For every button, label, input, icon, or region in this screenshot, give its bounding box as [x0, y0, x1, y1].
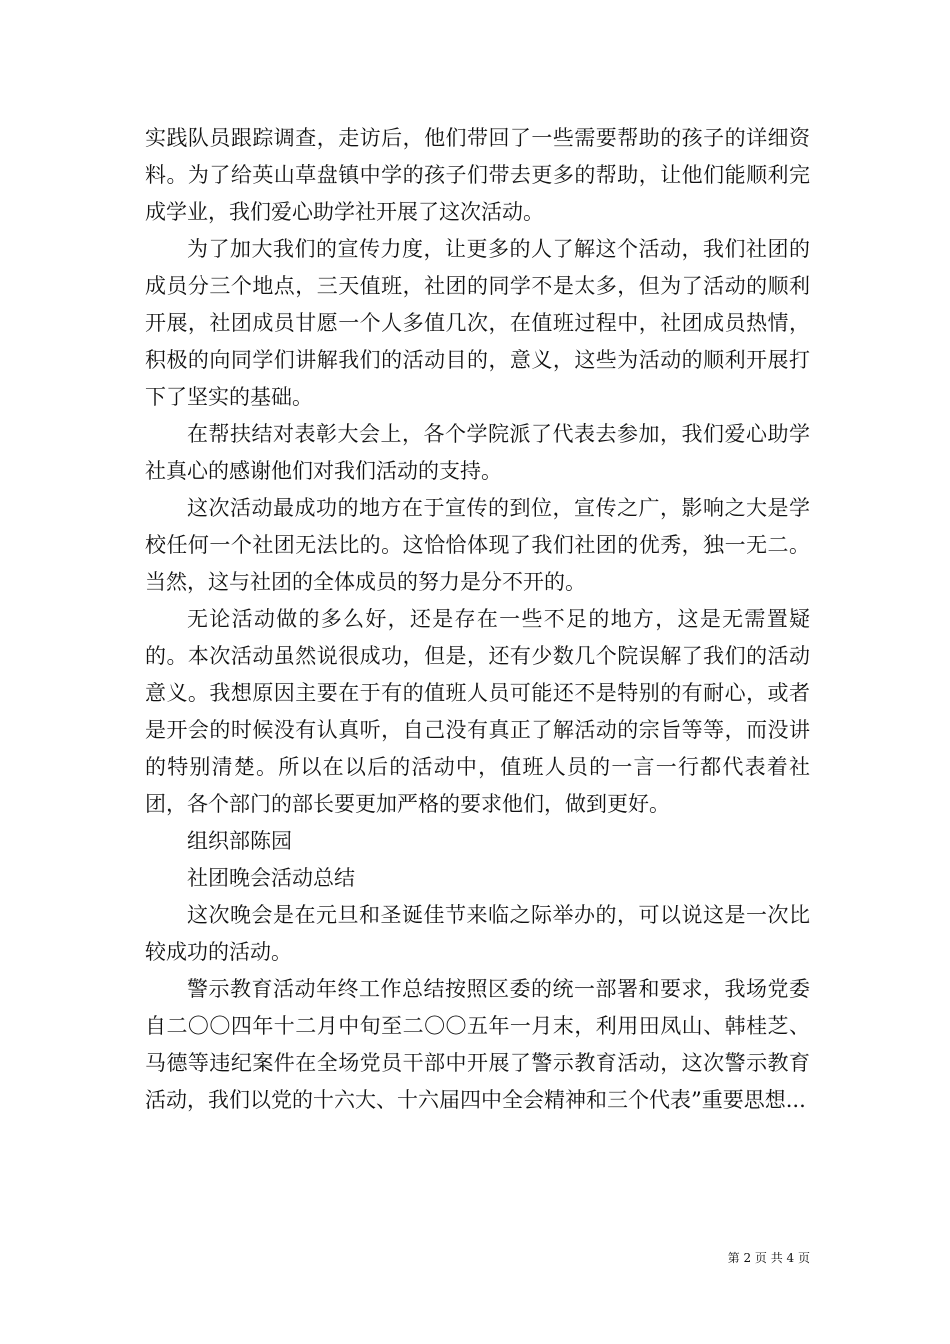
paragraph-warning-education: 警示教育活动年终工作总结按照区委的统一部署和要求，我场党委自二〇〇四年十二月中旬至二〇〇五年一月末，利用田凤山、韩桂芝、马德等违纪案件在全场党员干部中开展了警示教育活动，这次警示教育活动，我们以党的十六大、十六届四中全会精神和三个代表”重要思想... — [145, 977, 810, 1112]
document-body — [145, 120, 810, 1119]
paragraph-award-meeting: 在帮扶结对表彰大会上，各个学院派了代表去参加，我们爱心助学社真心的感谢他们对我们活动的支持。 — [145, 422, 810, 483]
section-heading: 社团晚会活动总结 — [187, 866, 355, 890]
paragraph-publicity: 为了加大我们的宣传力度，让更多的人了解这个活动，我们社团的成员分三个地点，三天值班，社团的同学不是太多，但为了活动的顺利开展，社团成员甘愿一个人多值几次，在值班过程中，社团成员热情，积极的向同学们讲解我们的活动目的，意义，这些为活动的顺利开展打下了坚实的基础。 — [145, 237, 810, 409]
author-signature: 组织部陈园 — [187, 829, 292, 853]
paragraph-success: 这次活动最成功的地方在于宣传的到位，宣传之广，影响之大是学校任何一个社团无法比的。这恰恰体现了我们社团的优秀，独一无二。当然，这与社团的全体成员的努力是分不开的。 — [145, 496, 810, 594]
paragraph-continuation: 实践队员跟踪调查，走访后，他们带回了一些需要帮助的孩子的详细资料。为了给英山草盘镇中学的孩子们带去更多的帮助，让他们能顺利完成学业，我们爱心助学社开展了这次活动。 — [145, 126, 810, 224]
page-number: 第 2 页 共 4 页 — [727, 1251, 810, 1265]
paragraph-shortcomings: 无论活动做的多么好，还是存在一些不足的地方，这是无需置疑的。本次活动虽然说很成功，但是，还有少数几个院误解了我们的活动意义。我想原因主要在于有的值班人员可能还不是特别的有耐心，或者是开会的时候没有认真听，自己没有真正了解活动的宗旨等等，而没讲的特别清楚。所以在以后的活动中，值班人员的一言一行都代表着社团，各个部门的部长要更加严格的要求他们，做到更好。 — [145, 607, 810, 816]
paragraph-gala: 这次晚会是在元旦和圣诞佳节来临之际举办的，可以说这是一次比较成功的活动。 — [145, 903, 810, 964]
